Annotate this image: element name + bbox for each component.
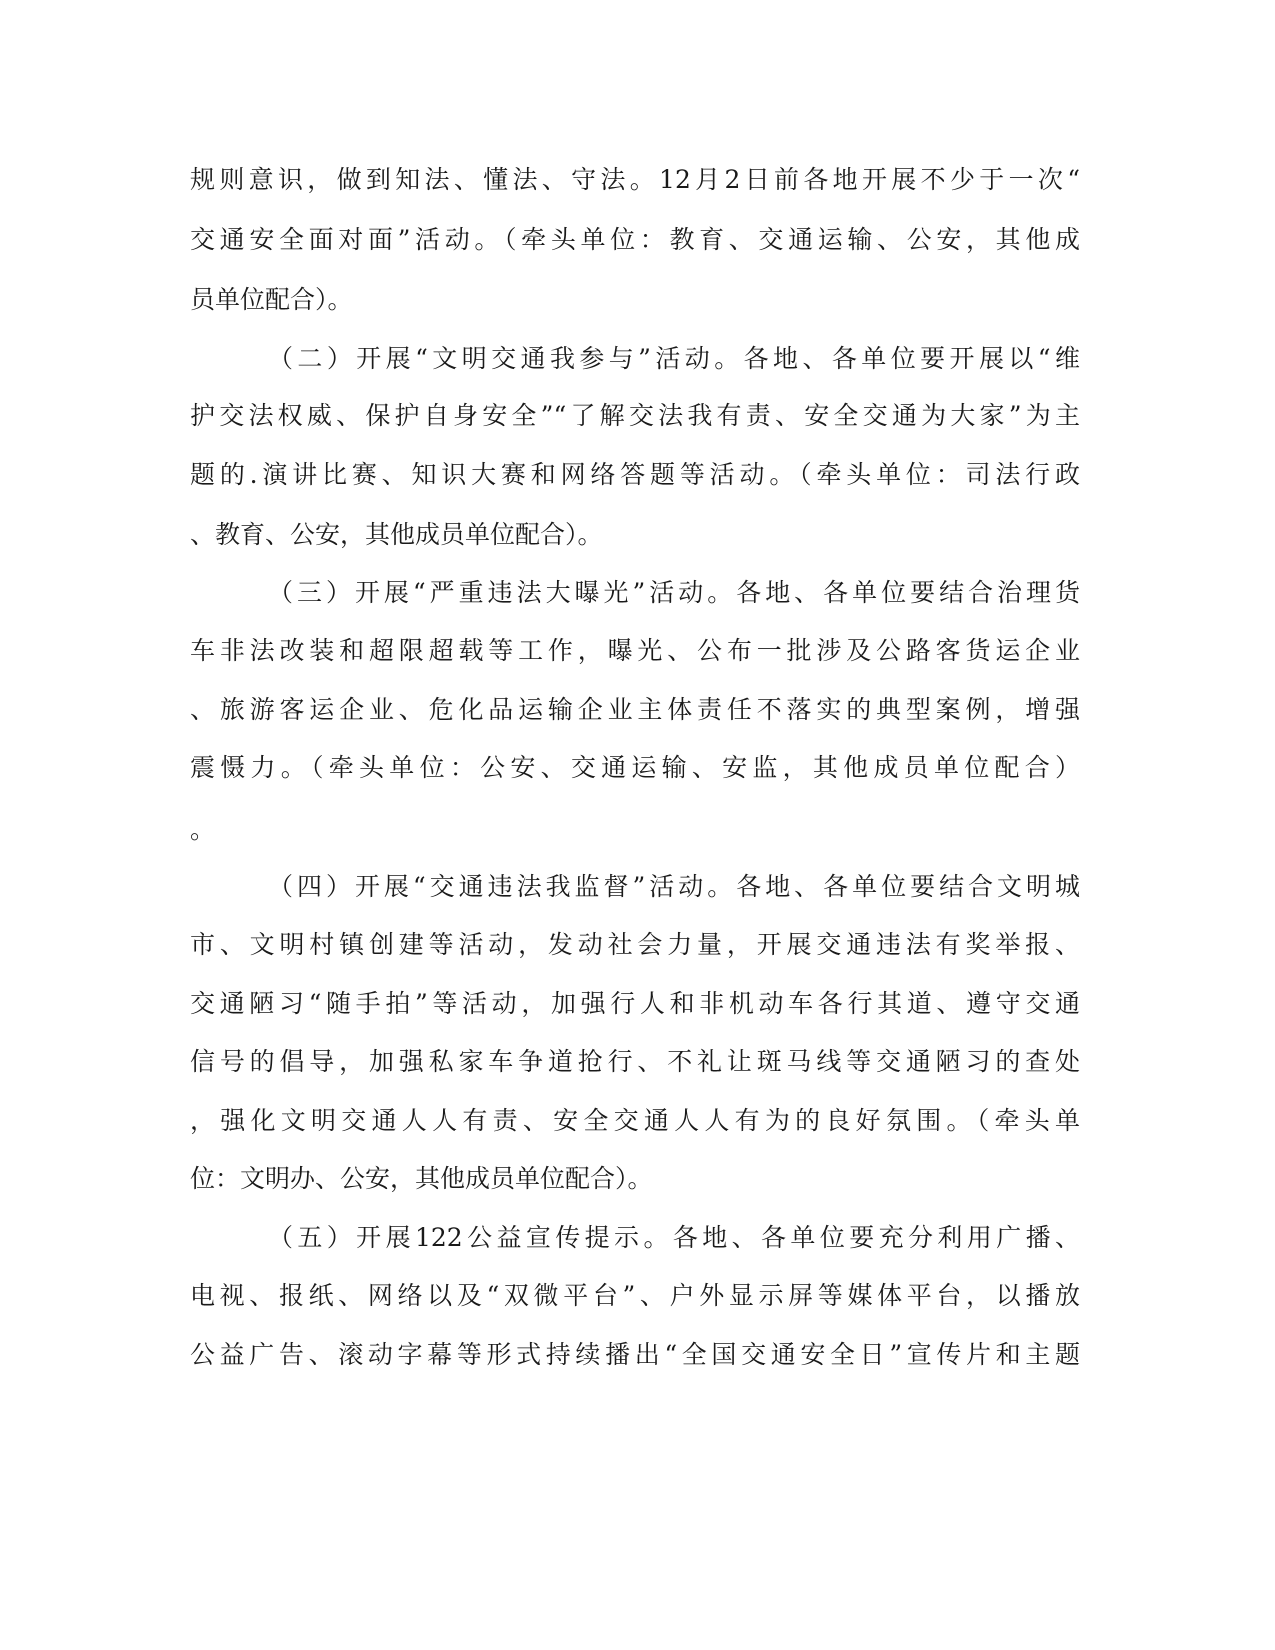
text-line: 题的.演讲比赛、知识大赛和网络答题等活动。（牵头单位：司法行政 <box>190 460 1080 489</box>
text-line: ，强化文明交通人人有责、安全交通人人有为的良好氛围。（牵头单 <box>190 1106 1080 1135</box>
text-line: 车非法改装和超限超载等工作，曝光、公布一批涉及公路客货运企业 <box>190 636 1080 665</box>
text-line: 电视、报纸、网络以及“双微平台”、户外显示屏等媒体平台，以播放 <box>190 1281 1080 1310</box>
paragraph-heading-line: （三）开展“严重违法大曝光”活动。各地、各单位要结合治理货 <box>268 578 1080 607</box>
text-line: 交通陋习“随手拍”等活动，加强行人和非机动车各行其道、遵守交通 <box>190 989 1080 1018</box>
text-line: 公益广告、滚动字幕等形式持续播出“全国交通安全日”宣传片和主题 <box>190 1340 1080 1369</box>
text-line: 信号的倡导，加强私家车争道抢行、不礼让斑马线等交通陋习的查处 <box>190 1047 1080 1076</box>
text-line: 。 <box>190 815 216 844</box>
text-line: 规则意识，做到知法、懂法、守法。12月2日前各地开展不少于一次“ <box>190 165 1080 194</box>
text-line: 交通安全面对面”活动。（牵头单位：教育、交通运输、公安，其他成 <box>190 225 1080 254</box>
text-line: 护交法权威、保护自身安全”“了解交法我有责、安全交通为大家”为主 <box>190 401 1080 430</box>
text-line: 、教育、公安，其他成员单位配合）。 <box>190 520 603 549</box>
paragraph-heading-line: （四）开展“交通违法我监督”活动。各地、各单位要结合文明城 <box>268 872 1080 901</box>
text-line: 员单位配合）。 <box>190 285 353 314</box>
text-line: 位：文明办、公安，其他成员单位配合）。 <box>190 1164 653 1193</box>
text-line: 市、文明村镇创建等活动，发动社会力量，开展交通违法有奖举报、 <box>190 930 1080 959</box>
text-line: 震慑力。（牵头单位：公安、交通运输、安监，其他成员单位配合） <box>190 753 1080 782</box>
text-line: 、旅游客运企业、危化品运输企业主体责任不落实的典型案例，增强 <box>190 695 1080 724</box>
paragraph-heading-line: （二）开展“文明交通我参与”活动。各地、各单位要开展以“维 <box>268 344 1080 373</box>
paragraph-heading-line: （五）开展122公益宣传提示。各地、各单位要充分利用广播、 <box>268 1223 1080 1252</box>
